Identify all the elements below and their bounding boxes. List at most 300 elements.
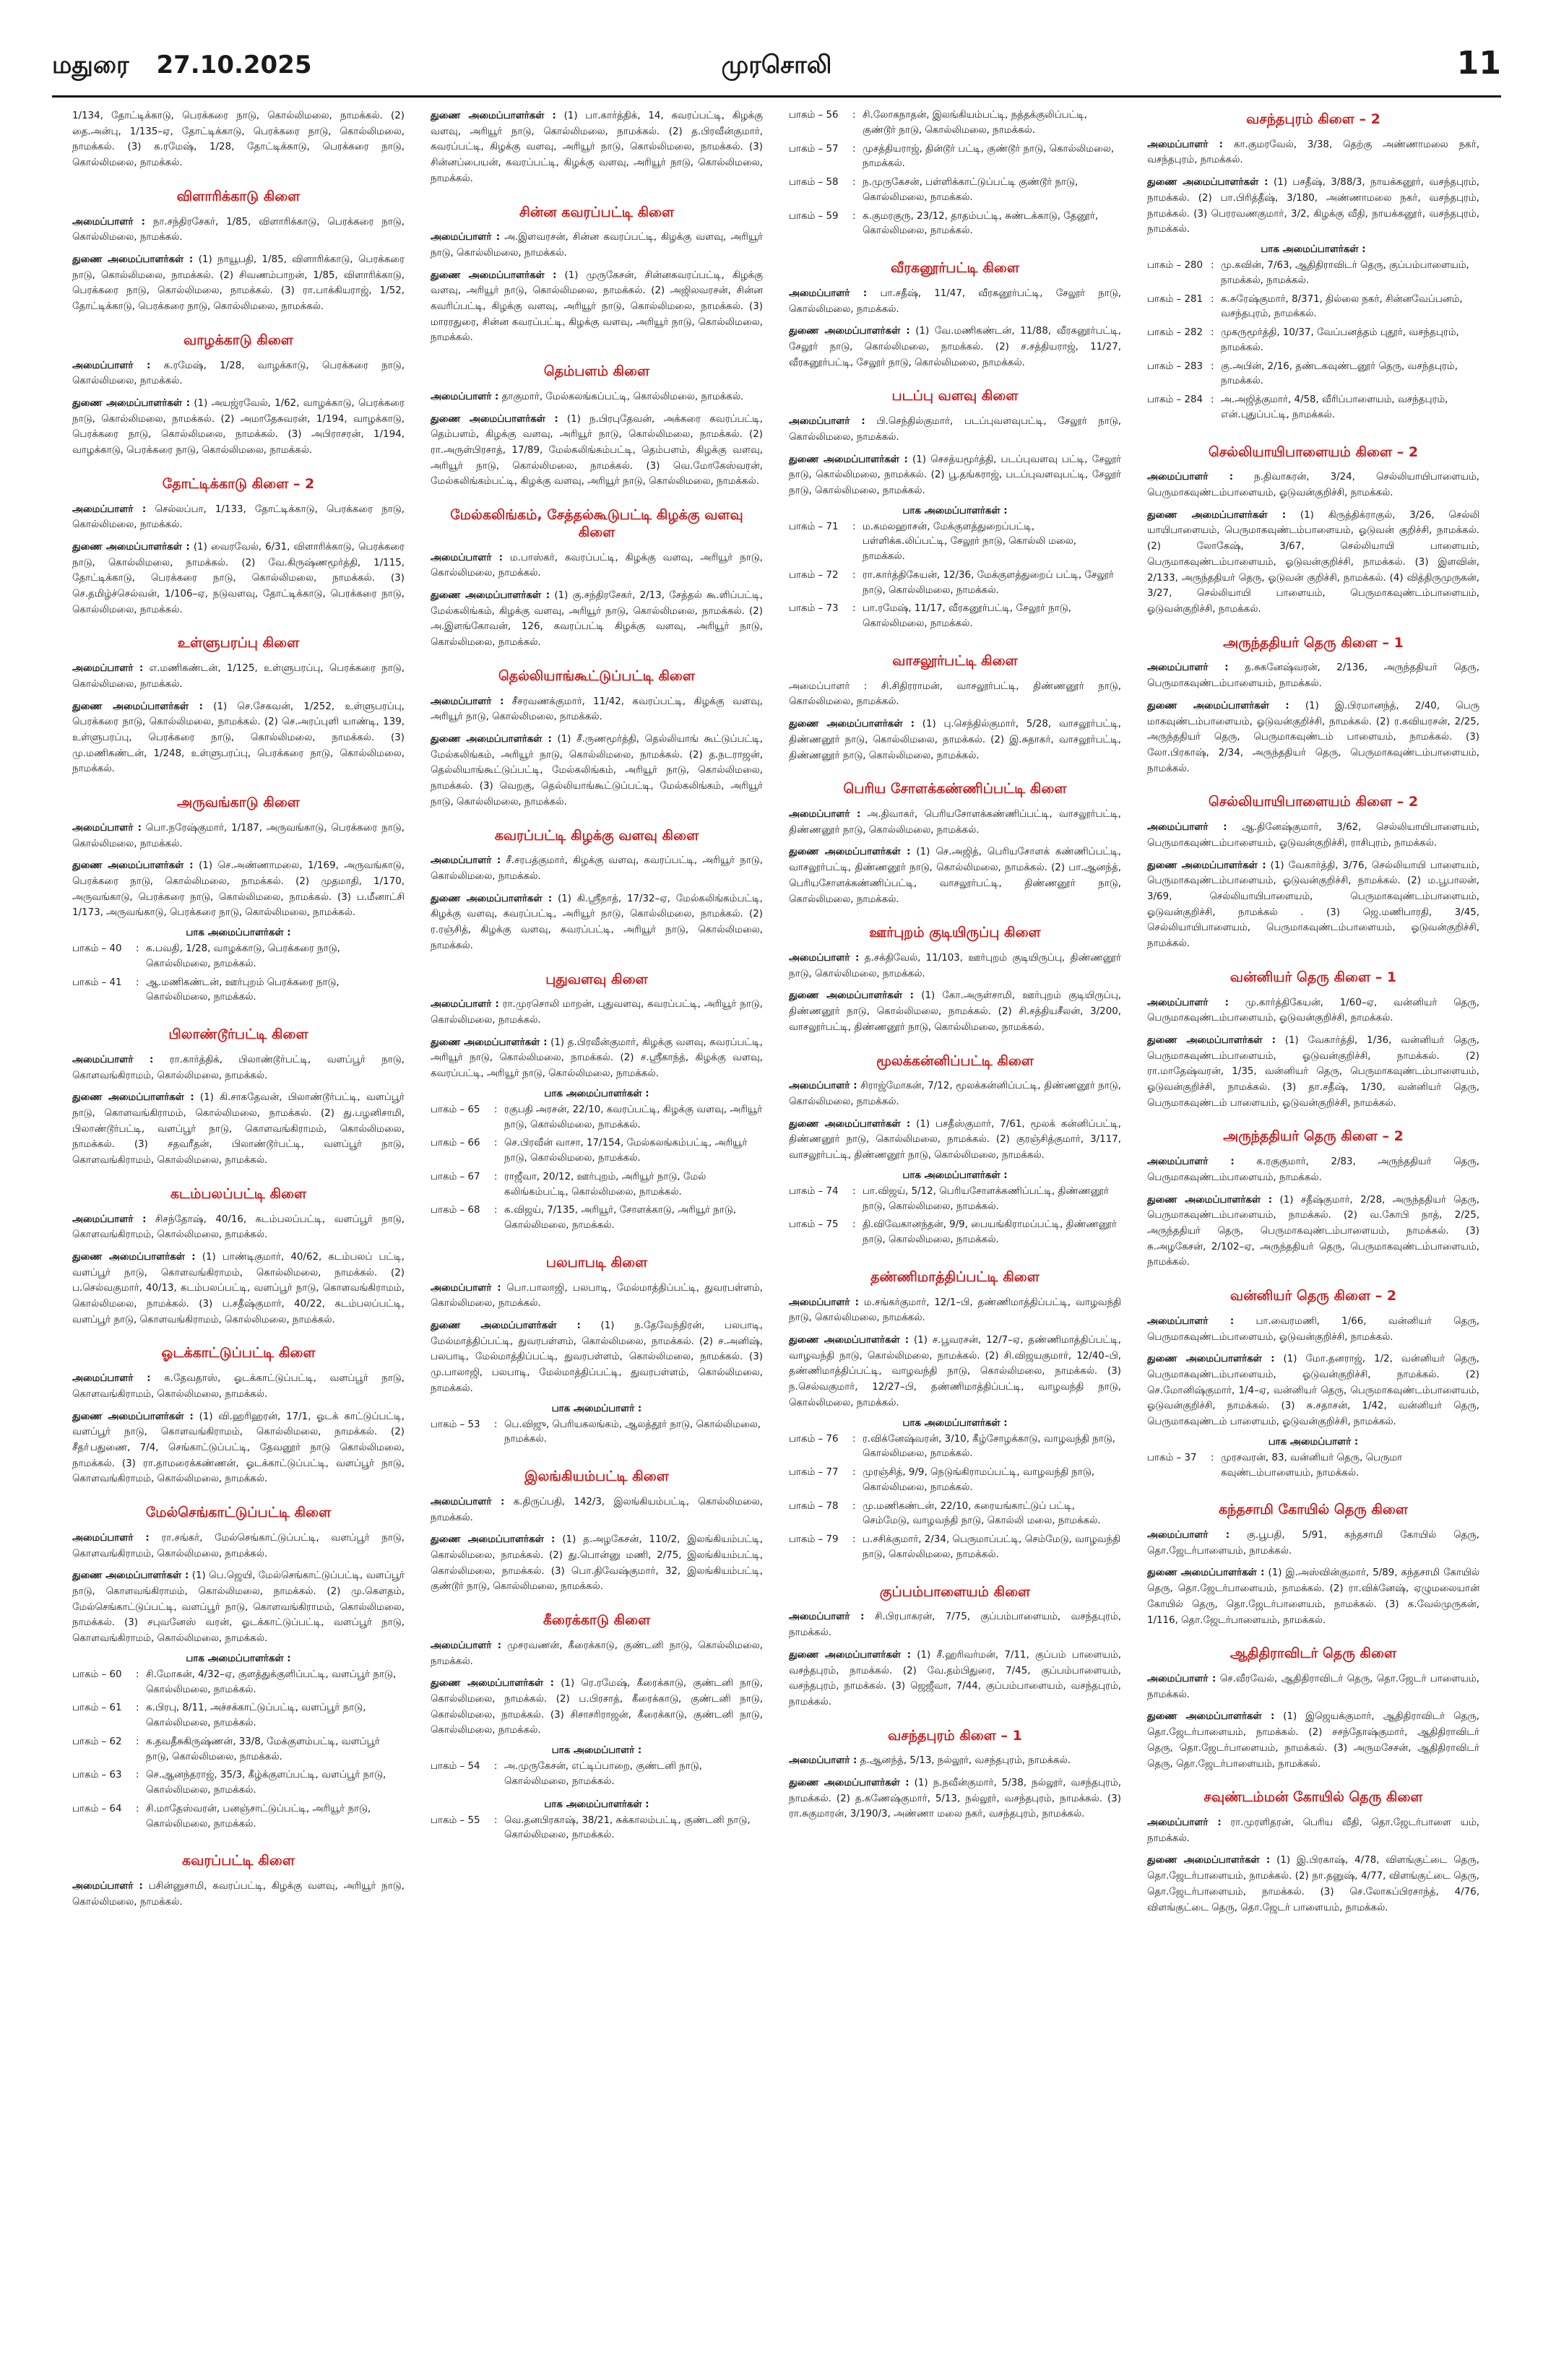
entry-paragraph	[431, 1281, 763, 1312]
masthead	[52, 45, 1501, 98]
booth-separator: :	[136, 1669, 139, 1680]
entry-paragraph	[431, 694, 763, 725]
booth-number: பாகம் – 61	[72, 1702, 122, 1714]
entry-paragraph	[789, 951, 1121, 982]
entry-paragraph	[789, 1295, 1121, 1326]
entry-paragraph	[431, 412, 763, 490]
booth-separator: :	[852, 521, 856, 532]
booth-row	[789, 1466, 1121, 1500]
booth-agent: தி.விவேகானந்தன், 9/9, பையங்கிராமப்பட்டி, திண்ணனூர் நாடு, கொல்லிமலை, நாமக்கல்.	[863, 1219, 1117, 1246]
branch-heading: சின்ன கவரப்பட்டி கிளை	[519, 204, 675, 220]
role-label: துணை அமைப்பாளர்கள் :	[789, 1649, 912, 1661]
booth-row	[72, 1668, 405, 1702]
booth-number: பாகம் – 78	[789, 1500, 839, 1512]
role-label: அமைப்பாளர் :	[1147, 139, 1224, 150]
role-label: அமைப்பாளர் :	[789, 416, 865, 428]
branch-heading: ஓடக்காட்டுப்பட்டி கிளை	[161, 1345, 316, 1362]
role-label: அமைப்பாளர் :	[1147, 997, 1229, 1008]
booth-row	[1147, 326, 1479, 360]
entry-paragraph	[789, 1648, 1121, 1710]
entry-text: (1) ச.பூவரசன், 12/7–ஏ, தண்ணிமாத்திப்பட்டி, வாழவந்தி நாடு, கொல்லிமலை, நாமக்கல். (2) சி.விஜயகுமார், 12/40–பி, தண்ணிமாத்திப்பட்டி, வாழவந்தி நாடு, கொல்லிமலை, நாமக்கல். (3) ந.செல்வகுமார், 12/27–பி, தண்ணிமாத்திப்பட்டி, வாழவந்தி நாடு, கொல்லிமலை, நாமக்கல்.	[789, 1335, 1121, 1408]
branch-heading: படப்பு வளவு கிளை	[891, 388, 1019, 404]
role-label: துணை அமைப்பாளர்கள் :	[1147, 1034, 1276, 1046]
entry-text: த.சக்திவேல், 11/103, ஊர்புறம் குடியிருப்பு, திண்ணனூர் நாடு, கொல்லிமலை, நாமக்கல்.	[789, 953, 1121, 979]
subheading: பாக அமைப்பாளர் :	[551, 1403, 642, 1414]
booth-separator: :	[1211, 259, 1214, 271]
booth-number: பாகம் – 282	[1147, 327, 1203, 339]
entry-paragraph	[431, 389, 763, 405]
branch-heading: புதுவளவு கிளை	[545, 971, 648, 987]
subheading: பாக அமைப்பாளர்கள் :	[902, 1417, 1008, 1429]
role-label: துணை அமைப்பாளர்கள் :	[789, 454, 908, 465]
entry-text: (1) செ.அண்ணாமலை, 1/169, அருவங்காடு, பெரக்கரை நாடு, கொல்லிமலை, நாமக்கல். (2) முதமாதி, 1/170, அருவங்காடு, பெரக்கரை நாடு, கொல்லிமலை, நாமக்கல். (3) ப.மீனாட்சி 1/173, அருவங்காடு, பெரக்கரை நாடு, கொல்லிமலை, நாமக்கல்.	[72, 860, 405, 919]
role-label: துணை அமைப்பாளர்கள் :	[431, 111, 556, 121]
subheading: பாக அமைப்பாளர்கள் :	[902, 505, 1008, 516]
entry-paragraph	[1147, 660, 1479, 691]
booth-separator: :	[136, 1803, 139, 1814]
entry-text: ம.சங்கர்குமார், 12/1–பி, தண்ணிமாத்திப்பட்டி, வாழவந்தி நாடு, கொல்லிமலை, நாமக்கல்.	[789, 1297, 1121, 1324]
entry-paragraph	[789, 324, 1121, 371]
booth-agent: பா.விஜய், 5/12, பெரியசோளக்கணிப்பட்டி, திண்ணனூர் நாடு, கொல்லிமலை, நாமக்கல்.	[863, 1185, 1110, 1212]
booth-separator: :	[852, 1219, 856, 1231]
booth-separator: :	[852, 1534, 856, 1546]
booth-row	[72, 1735, 405, 1769]
entry-text: சீசரவணக்குமார், 11/42, கவரப்பட்டி, கிழக்கு வளவு, அரியூர் நாடு, கொல்லிமலை, நாமக்கல்.	[431, 696, 763, 723]
entry-text: எ.மணிகண்டன், 1/125, உள்ளுபரப்பு, பெரக்கரை நாடு, கொல்லிமலை, நாமக்கல்.	[72, 663, 405, 690]
role-label: துணை அமைப்பாளர்கள் :	[1147, 509, 1287, 521]
booth-agent: ஆ.மணிகண்டன், ஊர்புறம் பெரக்கரை நாடு, கொல்லிமலை, நாமக்கல்.	[146, 977, 340, 1003]
entry-text: (1) கிருத்திக்ராகுல், 3/26, செல்லி யாயிபாளையம், பெருமாகவுண்டம்பாளையம், ஓடுவன் குறிச்சி, நாமக்கல். (2) லோகேஷ், 3/67, செல்லியாயி பாளையம், பெருமாகவுண்டம்பாளையம், ஓடுவன்குறிச்சி, நாமக்கல். (3) இளவின், 2/133, அருந்ததியர் தெரு, ஓடுவன் குறிச்சி, நாமக்கல். (4) வித்திருமுருகன், 3/27, செல்லியாயி பாளையம், பெருமாகவுண்டம்பாளையம், ஓடுவன்குறிச்சி, நாமக்கல்.	[1147, 509, 1479, 615]
role-label: அமைப்பாளர் :	[431, 232, 501, 243]
role-label: துணை அமைப்பாளர்கள் :	[72, 397, 191, 409]
booth-row	[72, 942, 405, 976]
entry-paragraph	[431, 1318, 763, 1397]
role-label: அமைப்பாளர் :	[431, 391, 499, 402]
role-label: துணை அமைப்பாளர்கள் :	[789, 719, 915, 730]
entry-text: (1) பாண்டிகுமார், 40/62, கடம்பலப் பட்டி, வளப்பூர் நாடு, கொளவங்கிராமம், கொல்லிமலை, நாமக்கல். (2) ப.செல்வகுமார், 40/13, கடம்பலப்பட்டி, வளப்பூர் நாடு, கொளவங்கிராமம், கொல்லிமலை, நாமக்கல். (3) ப.சதீஷ்குமார், 40/22, கடம்பலப்பட்டி, வளப்பூர் நாடு, கொளவங்கிராமம், கொல்லிமலை, நாமக்கல்.	[72, 1251, 405, 1325]
booth-separator: :	[1211, 394, 1214, 406]
role-label: துணை அமைப்பாளர்கள் :	[72, 1570, 189, 1582]
entry-text: த.ஆனந்த், 5/13, நல்லூர், வசந்தபுரம், நாமக்கல்.	[857, 1755, 1071, 1767]
entry-paragraph	[431, 891, 763, 954]
entry-text: ரா.முரளிதரன், பெரிய வீதி, தொ.ஜேடர்பாளை யம், நாமக்கல்.	[1147, 1817, 1479, 1844]
booth-separator: :	[494, 1761, 498, 1773]
subheading: பாக அமைப்பாளர்கள் :	[902, 1169, 1008, 1181]
role-label: துணை அமைப்பாளர்கள் :	[72, 1092, 194, 1104]
entry-paragraph	[1147, 137, 1479, 168]
entry-paragraph	[1147, 995, 1479, 1026]
role-label: அமைப்பாளர் :	[72, 216, 145, 228]
booth-agent: செ.ஆனந்தராஜ், 35/3, கீழ்க்குளப்பட்டி, வளப்பூர் நாடு, கொல்லிமலை, நாமக்கல்.	[146, 1770, 386, 1796]
booth-separator: :	[136, 1770, 139, 1781]
subheading: பாக அமைப்பாளர்கள் :	[1261, 243, 1366, 255]
entry-text: (1) இஜெயக்குமார், ஆதிதிராவிடர் தெரு, தொ.ஜேடர்பாளையம், நாமக்கல். (2) சசந்தோஷ்குமார், ஆதிதிராவிடர் தெரு, தொ.ஜேடர்பாளையம், நாமக்கல். (3) அருமசேசன், ஆதிதிராவிடர் தெரு, தொ.ஜேடர்பாளையம், நாமக்கல்.	[1147, 1711, 1479, 1770]
booth-agent: க.பிரபு, 8/11, அச்சக்காட்டுப்பட்டி, வளப்பூர் நாடு, கொல்லிமலை, நாமக்கல்.	[146, 1702, 366, 1729]
booth-list	[1147, 1451, 1479, 1485]
role-label: துணை அமைப்பாளர்கள் :	[1147, 1354, 1275, 1365]
role-label: துணை அமைப்பாளர்கள் :	[72, 254, 194, 265]
booth-number: பாகம் – 67	[431, 1171, 480, 1182]
booth-row	[1147, 360, 1479, 394]
booth-row	[72, 1768, 405, 1802]
role-label: அமைப்பாளர் :	[431, 1282, 501, 1294]
branch-heading: வீரகனூர்பட்டி கிளை	[891, 260, 1019, 277]
entry-paragraph	[1147, 1193, 1479, 1271]
role-label: அமைப்பாளர் :	[1147, 662, 1229, 674]
booth-number: பாகம் – 79	[789, 1534, 839, 1546]
subheading: பாக அமைப்பாளர் :	[551, 1745, 642, 1757]
entry-text: முசரவணன், கீரைக்காடு, குண்டனி நாடு, கொல்லிமலை, நாமக்கல்.	[431, 1640, 763, 1667]
entry-text: (1) இ.அஸ்வின்குமார், 5/89, கந்தசாமி கோயில் தெரு, தொ.ஜேடர்பாளையம், நாமக்கல். (2) ரா.விக்னேஷ், ஏழுமலையான் கோயில் தெரு, தொ.ஜேடர்பாளையம், நாமக்கல். (3) க.வேல்முருகன், 1/116, தொ.ஜேடர்பாளையம், நாமக்கல்.	[1147, 1567, 1479, 1626]
entry-text: (1) பசதீஸ்குமார், 7/61, மூலக் கன்னிப்பட்டி, திண்ணனூர் நாடு, கொல்லிமலை, நாமக்கல். (2) குரஞ்சித்குமார், 3/117, வாசலூர்பட்டி, திண்ணனூர் நாடு, கொல்லிமலை, நாமக்கல்.	[789, 1118, 1121, 1161]
role-label: அமைப்பாளர் :	[1147, 1156, 1235, 1168]
entry-paragraph	[789, 717, 1121, 763]
branch-heading: மேல்செங்காட்டுப்பட்டி கிளை	[145, 1505, 332, 1521]
booth-row	[72, 1701, 405, 1735]
booth-separator: :	[852, 1500, 856, 1512]
role-label: துணை அமைப்பாளர்கள் :	[1147, 700, 1289, 711]
booth-list	[789, 520, 1121, 636]
entry-text: க.ரமேஷ், 1/28, வாழக்காடு, பெரக்கரை நாடு, கொல்லிமலை, நாமக்கல்.	[72, 360, 405, 387]
branch-heading: பலபாபடி கிளை	[545, 1254, 648, 1271]
role-label: துணை அமைப்பாளர்கள் :	[72, 1251, 196, 1263]
booth-separator: :	[494, 1419, 498, 1430]
entry-text: (1) சீ.ருணமூர்த்தி, தெல்லியாங் கூட்டுப்பட்டி, மேல்கலிங்கம், அரியூர் நாடு, கொல்லிமலை, நாமக்கல். (2) த.நடராஜன், தெல்லியாங்கூட்டுப்பட்டி, மேல்கலிங்கம், அரியூர் நாடு, கொல்லிமலை, நாமக்கல். (3) வெறகு, தெல்லியாங்கூட்டுப்பட்டி, மேல்கலிங்கம், அரியூர் நாடு, கொல்லிமலை, நாமக்கல்.	[431, 734, 763, 808]
entry-paragraph	[789, 844, 1121, 907]
branch-heading: கந்தசாமி கோயில் தெரு கிளை	[1218, 1502, 1409, 1518]
entry-text: பி.செந்தில்குமார், படப்புவளவுபட்டி, சேலூர் நாடு, கொல்லிமலை, நாமக்கல்.	[789, 416, 1121, 443]
booth-list	[789, 1432, 1121, 1567]
booth-separator: :	[1211, 1452, 1214, 1463]
entry-text: (1) வேகார்த்தி, 3/76, செல்லியாயி பாளையம், பெருமாகவுண்டம்பாளையம், ஓடுவன்குறிச்சி, நாமக்கல். (2) ம.பூபாலன், 3/69, செல்லியாயிபாளையம், பெருமாகவுண்டம்பாளையம், ஓடுவன்குறிச்சி, நாமக்கல் . (3) ஜெ.மணிபாரதி, 3/45, செல்லியாயிபாளையம், பெருமாகவுண்டம்பாளையம், ஓடுவன்குறிச்சி, நாமக்கல்.	[1147, 860, 1479, 950]
entry-text: (1) வி.ஹரிஹரன், 17/1, ஓடக் காட்டுப்பட்டி, வளப்பூர் நாடு, கொளவங்கிராமம், கொல்லிமலை, நாமக்கல். (2) சீதா்பதுணை, 7/4, செங்காட்டுப்பட்டி, தேவனூர் நாடு கொல்லிமலை, நாமக்கல். (3) ரா.தாமரைக்கண்ணன், ஓடக்காட்டுப்பட்டி, வளப்பூர் நாடு, கொளவங்கிராமம், கொல்லிமலை, நாமக்கல்.	[72, 1411, 405, 1485]
role-label: துணை அமைப்பாளர்கள் :	[431, 1320, 581, 1332]
booth-number: பாகம் – 56	[789, 110, 839, 121]
role-label: அமைப்பாளர் :	[789, 1611, 865, 1623]
entry-paragraph	[72, 108, 405, 171]
role-label: துணை அமைப்பாளர்கள் :	[789, 847, 911, 858]
role-label: அமைப்பாளர் :	[431, 696, 504, 707]
role-label: துணை அமைப்பாளர்கள் :	[431, 413, 558, 425]
entry-paragraph	[72, 1212, 405, 1243]
role-label: துணை அமைப்பாளர்கள் :	[72, 1411, 194, 1422]
entry-paragraph	[789, 1775, 1121, 1822]
entry-paragraph	[72, 821, 405, 852]
booth-number: பாகம் – 37	[1147, 1452, 1197, 1463]
entry-paragraph	[431, 732, 763, 810]
issue-date: 27.10.2025	[156, 51, 312, 79]
booth-row	[1147, 393, 1479, 427]
entry-paragraph	[1147, 508, 1479, 618]
role-label: அமைப்பாளர் :	[431, 1496, 505, 1507]
booth-number: பாகம் – 65	[431, 1104, 480, 1115]
role-label: துணை அமைப்பாளர்கள் :	[1147, 860, 1266, 871]
entry-text: (1) கோ.அருள்சாமி, ஊர்புறம் குடியிருப்பு, திண்ணனூர் நாடு, கொல்லிமலை, நாமக்கல். (2) சி.சத்தியசீலன், 3/200, வாசலூர்பட்டி, திண்ணனூர் நாடு, கொல்லிமலை, நாமக்கல்.	[789, 990, 1121, 1033]
booth-separator: :	[852, 1185, 856, 1197]
entry-text: கு.பூபதி, 5/91, கந்தசாமி கோயில் தெரு, தொ.ஜேடர்பாளையம், நாமக்கல்.	[1147, 1530, 1479, 1557]
branch-heading: மூலக்கன்னிப்பட்டி கிளை	[876, 1052, 1034, 1069]
branch-heading: அருவங்காடு கிளை	[177, 795, 300, 811]
booth-number: பாகம் – 64	[72, 1803, 122, 1814]
booth-agent: அ.முருகேசன், எட்டிப்பாறை, குண்டனி நாடு, கொல்லிமலை, நாமக்கல்.	[504, 1761, 702, 1787]
booth-number: பாகம் – 73	[789, 603, 839, 615]
branch-heading: தெம்பளம் கிளை	[543, 363, 650, 380]
role-label: துணை அமைப்பாளர்கள் :	[789, 326, 910, 337]
entry-paragraph	[789, 679, 1121, 710]
entry-text: (1) சதீஷ்குமார், 2/28, அருந்ததியர் தெரு, பெருமாகவுண்டம்பாளையம், நாமக்கல். (2) வ.கோபி நாத், 2/25, அருந்ததியர் தெரு, பெருமாகவுண்டம்பாளையம், நாமக்கல். (3) சு.அழகேசன், 2/102–ஏ, அருந்ததியர் தெரு, பெருமாகவுண்டம்பாளையம், நாமக்கல்.	[1147, 1194, 1479, 1268]
booth-separator: :	[136, 1702, 139, 1714]
booth-row	[431, 1203, 763, 1237]
entry-paragraph	[72, 252, 405, 315]
entry-text: ஆ.தினேஷ்குமார், 3/62, செல்லியாயிபாளையம், பெருமாகவுண்டம்பாளையம், ஓடுவன்குறிச்சி, ராசிபுரம், நாமக்கல்.	[1147, 822, 1479, 849]
column-2	[431, 108, 763, 2362]
booth-row	[789, 520, 1121, 568]
entry-text: செல்லப்பா, 1/133, தோட்டிக்காடு, பெரக்கரை நாடு, கொல்லிமலை, நாமக்கல்.	[72, 503, 405, 531]
booth-number: பாகம் – 283	[1147, 360, 1203, 372]
role-label: அமைப்பாளர் :	[431, 855, 501, 867]
entry-paragraph	[431, 550, 763, 581]
booth-row	[789, 176, 1121, 209]
entry-text: (1) இ.பிரகாஷ், 4/78, விளங்குட்டை தெரு, தொ.ஜேடர்பாளையம், நாமக்கல். (2) நா.தனுஷ், 4/77, விளங்குட்டை தெரு, தொ.ஜேடர்பாளையம், நாமக்கல். (3) செ.லோகப்பிரசாந்த், 4/76, விளங்குட்டை தெரு, தொ.ஜேடர் பாளையம், நாமக்கல்.	[1147, 1855, 1479, 1913]
booth-list	[72, 1668, 405, 1836]
subheading: பாக அமைப்பாளர் :	[1268, 1436, 1359, 1448]
booth-row	[431, 1418, 763, 1452]
entry-paragraph	[789, 807, 1121, 838]
entry-text: (1) சீ.ஹரிவர்மன், 7/11, குப்பம் பாளையம், வசந்தபுரம், நாமக்கல். (2) வே.தம்பிதுரை, 7/45, குப்பம்பாளையம், வசந்தபுரம், நாமக்கல். (3) ஜெஜீவா, 7/44, குப்பம்பாளையம், வசந்தபுரம், நாமக்கல்.	[789, 1649, 1121, 1708]
entry-text: (1) பசதீஷ், 3/88/3, நாயக்கனூர், வசந்தபுரம், நாமக்கல். (2) பா.பிரித்தீஷ், 3/180, அண்ணாமலை நகர், வசந்தபுரம், நாமக்கல். (3) பெரரவணகுமார், 3/2, கிழக்கு வீதி, நாயக்கனூர், வசந்தபுரம், நாமக்கல்.	[1147, 177, 1479, 235]
branch-heading: ஆதிதிராவிடர் தெரு கிளை	[1229, 1645, 1397, 1662]
booth-agent: ர.விக்னேஷ்வரன், 3/10, கீழ்சோழக்காடு, வாழவந்தி நாடு, கொல்லிமலை, நாமக்கல்.	[863, 1433, 1115, 1460]
role-label: அமைப்பாளர் :	[789, 1297, 859, 1308]
booth-separator: :	[1211, 293, 1214, 305]
role-label: அமைப்பாளர் :	[789, 1081, 857, 1092]
booth-row	[789, 1533, 1121, 1567]
entry-text: (1) த.பிரவீன்குமார், கிழக்கு வளவு, கவரப்பட்டி, அரியூர் நாடு, கொல்லிமலை, நாமக்கல். (2) ச.ஸ்ரீகாந்த், கிழக்கு வளவு, கவரப்பட்டி, அரியூர் நாடு, கொல்லிமலை, நாமக்கல்.	[431, 1037, 763, 1080]
booth-separator: :	[494, 1205, 498, 1216]
role-label: அமைப்பாளர் :	[1147, 1674, 1216, 1685]
entry-paragraph	[789, 1609, 1121, 1640]
role-label: அமைப்பாளர் :	[72, 1881, 143, 1892]
booth-number: பாகம் – 284	[1147, 394, 1203, 406]
booth-row	[72, 1802, 405, 1836]
role-label: துணை அமைப்பாளர்கள் :	[1147, 1194, 1273, 1206]
entry-paragraph	[72, 1409, 405, 1488]
booth-row	[1147, 259, 1479, 293]
booth-list	[431, 1814, 763, 1848]
entry-paragraph	[789, 286, 1121, 317]
booth-number: பாகம் – 280	[1147, 259, 1203, 271]
entry-paragraph	[431, 588, 763, 651]
role-label: துணை அமைப்பாளர்கள் :	[1147, 1567, 1265, 1579]
booth-row	[789, 209, 1121, 243]
booth-row	[789, 1432, 1121, 1466]
booth-agent: முகருமூர்த்தி, 10/37, வேப்பனத்தம் புதூர், வசந்தபுரம், நாமக்கல்.	[1221, 327, 1459, 353]
entry-text: மு.கார்த்திகேயன், 1/60–ஏ, வன்னியர் தெரு, பெருமாகவுண்டம்பாளையம், ஓடுவன்குறிச்சி, நாமக்கல்.	[1147, 997, 1479, 1024]
role-label: அமைப்பாளர் :	[1147, 1817, 1222, 1828]
entry-text: அமைப்பாளர் : சி.சிதிரராமன், வாசலூர்பட்டி, திண்ணனூர் நாடு, கொல்லிமலை, நாமக்கல்.	[789, 680, 1121, 708]
entry-text: சிராஜ்மோகன், 7/12, மூலக்கன்னிப்பட்டி, திண்ணனூர் நாடு, கொல்லிமலை, நாமக்கல்.	[789, 1081, 1121, 1107]
entry-paragraph	[1147, 698, 1479, 777]
branch-heading: வசந்தபுரம் கிளை – 2	[1246, 111, 1380, 127]
entry-text: (1) ந.தேவேந்திரன், பலபாடி, மேல்மாத்திப்பட்டி, துவரபள்ளம், கொல்லிமலை, நாமக்கல். (2) ச.அனிஷ், பலபாடி, மேல்மாத்திப்பட்டி, துவரபள்ளம், கொல்லிமலை, நாமக்கல். (3) மு.பாலாஜி, பலபாடி, மேல்மாத்திப்பட்டி, துவரபள்ளம், கொல்லிமலை, நாமக்கல்.	[431, 1320, 763, 1394]
role-label: அமைப்பாளர் :	[72, 1373, 151, 1385]
booth-number: பாகம் – 76	[789, 1433, 839, 1445]
entry-paragraph	[431, 1638, 763, 1669]
branch-heading: வாசலூர்பட்டி கிளை	[892, 653, 1018, 670]
entry-text: பசின்னுசாமி, கவரப்பட்டி, கிழக்கு வளவு, அரியூர் நாடு, கொல்லிமலை, நாமக்கல்.	[72, 1881, 405, 1908]
role-label: துணை அமைப்பாளர்கள் :	[1147, 1855, 1271, 1866]
role-label: அமைப்பாளர் :	[72, 1213, 147, 1225]
role-label: அமைப்பாளர் :	[789, 287, 868, 299]
role-label: அமைப்பாளர் :	[789, 1755, 857, 1767]
entry-paragraph	[72, 502, 405, 533]
branch-heading: கீரைக்காடு கிளை	[543, 1612, 651, 1629]
entry-paragraph	[72, 215, 405, 246]
entry-paragraph	[789, 452, 1121, 499]
entry-text: த.சுகனேஷ்வரன், 2/136, அருந்ததியர் தெரு, பெருமாகவுண்டம்பாளையம், நாமக்கல்.	[1147, 662, 1479, 690]
entry-text: (1) வேகார்த்தி, 1/36, வன்னியர் தெரு, பெருமாகவுண்டம்பாளையம், ஓடுவன்குறிச்சி, நாமக்கல். (2) ரா.மாதேஷ்வரன், 1/35, வன்னியர் தெரு, பெருமாகவுண்டம்பாளையம், ஓடுவன்குறிச்சி, நாமக்கல். (3) தா.சதீஷ், 1/30, வன்னியர் தெரு, பெருமாகவுண்டம் பாளையம், ஓடுவன்குறிச்சி, நாமக்கல்.	[1147, 1034, 1479, 1109]
entry-text: (1) இ.பிரமானந்த், 2/40, பெரு மாகவுண்டம்பாளையம், ஓடுவன்குறிச்சி, நாமக்கல். (2) ர.கவியரசன், 2/25, அருந்ததியர் தெரு, பெருமாகவுண்டம் பாளையம், நாமக்கல். (3) லோ.பிரகாஷ், 2/34, அருந்ததியர் தெரு, பெருமாகவுண்டம்பாளையம், நாமக்கல்.	[1147, 700, 1479, 774]
entry-text: ந.திவாகரன், 3/24, செல்லியாயிபாளையம், பெருமாகவுண்டம்பாளையம், ஓடுவன்குறிச்சி, நாமக்கல்.	[1147, 472, 1479, 499]
entry-paragraph	[1147, 1351, 1479, 1430]
branch-heading: விளாரிக்காடு கிளை	[176, 188, 301, 204]
role-label: துணை அமைப்பாளர்கள் :	[72, 860, 194, 872]
entry-text: (1) கு.சந்திரசேகர், 2/13, சேத்தல் கூ.ளிப்பட்டி, மேல்கலிங்கம், கிழக்கு வளவு, அரியூர் நாடு, கொல்லிமலை, நாமக்கல். (2) அ.இளங்கோவன், 126, கவரப்பட்டி கிழக்கு வளவு, அரியூர் நாடு, கொல்லிமலை, நாமக்கல்.	[431, 590, 763, 649]
booth-separator: :	[852, 569, 856, 581]
branch-heading: செல்லியாயிபாளையம் கிளை – 2	[1208, 443, 1419, 460]
entry-paragraph	[431, 1532, 763, 1595]
entry-paragraph	[72, 858, 405, 921]
booth-number: பாகம் – 40	[72, 943, 122, 955]
branch-heading: வசந்தபுரம் கிளை – 1	[888, 1727, 1022, 1744]
entry-text: (1) ரெ.ரமேஷ், கீரைக்காடு, குண்டனி நாடு, கொல்லிமலை, நாமக்கல். (2) ப.பிரசாத், கீரைக்காடு, குண்டனி நாடு, கொல்லிமலை, நாமக்கல். (3) சிசாசரிராஜன், கீரைக்காடு, குண்டனி நாடு, கொல்லிமலை, நாமக்கல்.	[431, 1678, 763, 1736]
entry-paragraph	[72, 661, 405, 692]
booth-number: பாகம் – 62	[72, 1736, 122, 1747]
booth-agent: முரஞ்சித், 9/9, நெடுங்கிராமப்பட்டி, வாழவந்தி நாடு, கொல்லிமலை, நாமக்கல்.	[863, 1467, 1095, 1493]
role-label: துணை அமைப்பாளர்கள் :	[431, 1037, 548, 1048]
booth-agent: ந.முருகேசன், பள்ளிக்காட்டுப்பட்டி குண்டூர் நாடு, கொல்லிமலை, நாமக்கல்.	[863, 177, 1079, 203]
entry-text: சிசந்தோஷ், 40/16, கடம்பலப்பட்டி, வளப்பூர் நாடு, கொளவங்கிராமம், கொல்லிமலை, நாமக்கல்.	[72, 1213, 405, 1241]
role-label: அமைப்பாளர் :	[72, 1054, 154, 1065]
entry-text: ம.பாஸ்கர், கவரப்பட்டி, கிழக்கு வளவு, அரியூர் நாடு, கொல்லிமலை, நாமக்கல்.	[431, 552, 763, 579]
entry-text: பா.வைரமணி, 1/66, வன்னியர் தெரு, பெருமாகவுண்டம்பாளையம், ஓடுவன்குறிச்சி, நாமக்கல்.	[1147, 1315, 1479, 1343]
booth-row	[789, 108, 1121, 142]
role-label: துணை அமைப்பாளர்கள் :	[72, 541, 190, 553]
booth-row	[789, 568, 1121, 602]
booth-separator: :	[852, 603, 856, 615]
booth-list	[789, 108, 1121, 243]
entry-paragraph	[431, 268, 763, 347]
branch-heading: அருந்ததியர் தெரு கிளை – 1	[1223, 634, 1404, 651]
entry-paragraph	[72, 1531, 405, 1562]
booth-number: பாகம் – 281	[1147, 293, 1203, 305]
booth-number: பாகம் – 59	[789, 210, 839, 222]
branch-heading: தண்ணிமாத்திப்பட்டி கிளை	[870, 1268, 1040, 1285]
role-label: துணை அமைப்பாளர்கள் :	[789, 990, 914, 1002]
role-label: அமைப்பாளர் :	[1147, 1530, 1230, 1541]
booth-row	[72, 976, 405, 1010]
booth-number: பாகம் – 63	[72, 1770, 122, 1781]
branch-heading: மேல்கலிங்கம், சேத்தல்கூடுபட்டி கிழக்கு வளவு கிளை	[450, 507, 743, 540]
entry-text: பா.சதீஷ், 11/47, வீரகனூர்பட்டி, சேலூர் நாடு, கொல்லிமலை, நாமக்கல்.	[789, 287, 1121, 315]
booth-row	[1147, 1451, 1479, 1485]
entry-paragraph	[431, 1494, 763, 1526]
booth-agent: அ.அஜித்குமார், 4/58, வீரிப்பாளையம், வசந்தபுரம், என்.புதுப்பட்டி, நாமக்கல்.	[1221, 394, 1448, 420]
entry-paragraph	[72, 358, 405, 389]
role-label: துணை அமைப்பாளர்கள் :	[431, 590, 550, 602]
booth-separator: :	[852, 143, 856, 155]
branch-heading: வன்னியர் தெரு கிளை – 2	[1229, 1288, 1397, 1304]
booth-separator: :	[852, 177, 856, 189]
booth-agent: க.சுரேஷ்குமார், 8/371, தில்லை நகர், சின்னவேப்பனம், வசந்தபுரம், நாமக்கல்.	[1221, 293, 1463, 320]
role-label: அமைப்பாளர் :	[72, 663, 144, 675]
branch-heading: குப்பம்பாளையம் கிளை	[879, 1583, 1031, 1600]
role-label: துணை அமைப்பாளர்கள் :	[789, 1778, 909, 1789]
booth-number: பாகம் – 58	[789, 177, 839, 189]
entry-paragraph	[431, 853, 763, 884]
entry-paragraph	[1147, 1853, 1479, 1916]
entry-text: (1) வே.மணிகண்டன், 11/88, வீரகனூர்பட்டி, சேலூர் நாடு, கொல்லிமலை, நாமக்கல். (2) ச.சத்தியராஜ், 11/27, வீரகனூர்பட்டி, சேலூர் நாடு, கொல்லிமலை, நாமக்கல்.	[789, 326, 1121, 368]
entry-text: (1) பு.செந்தில்குமார், 5/28, வாசலூர்பட்டி, திண்ணனூர் நாடு, கொல்லிமலை, நாமக்கல். (2) இ.சுதாகர், வாசலூர்பட்டி, திண்ணனூர் நாடு, கொல்லிமலை, நாமக்கல்.	[789, 719, 1121, 761]
subheading: பாக அமைப்பாளர்கள் :	[544, 1799, 649, 1810]
booth-separator: :	[852, 110, 856, 121]
entry-paragraph	[789, 1333, 1121, 1411]
booth-separator: :	[494, 1138, 498, 1149]
entry-paragraph	[1147, 175, 1479, 238]
entry-text: க.ரகுகுமார், 2/83, அருந்ததியர் தெரு, பெருமாகவுண்டம்பாளையம், நாமக்கல்.	[1147, 1156, 1479, 1183]
role-label: துணை அமைப்பாளர்கள் :	[431, 1678, 554, 1689]
entry-text: ரா.கார்த்திக், பிலாண்டூர்பட்டி, வளப்பூர் நாடு, கொளவங்கிராமம், கொல்லிமலை, நாமக்கல்.	[72, 1054, 405, 1081]
entry-paragraph	[1147, 1709, 1479, 1772]
entry-text: ரா.சங்கர், மேல்செங்காட்டுப்பட்டி, வளப்பூர் நாடு, கொளவங்கிராமம், கொல்லிமலை, நாமக்கல்.	[72, 1532, 405, 1559]
booth-agent: க.தவதீசுகிருஷ்ணன், 33/8, மேக்குளம்பட்டி, வளப்பூர் நாடு, கொல்லிமலை, நாமக்கல்.	[146, 1736, 380, 1762]
booth-agent: பெ.விஜு, பெரியகலங்கம், ஆலத்தூர் நாடு, கொல்லிமலை, நாமக்கல்.	[504, 1419, 761, 1445]
role-label: அமைப்பாளர் :	[1147, 822, 1227, 834]
entry-paragraph	[1147, 858, 1479, 952]
booth-number: பாகம் – 66	[431, 1138, 480, 1149]
subheading: பாக அமைப்பாளர்கள் :	[544, 1088, 649, 1099]
booth-number: பாகம் – 74	[789, 1185, 839, 1197]
branch-heading: அருந்ததியர் தெரு கிளை – 2	[1223, 1128, 1404, 1145]
entry-text: அ.திவாகர், பெரியசோளக்கண்ணிப்பட்டி, வாசலூர்பட்டி, திண்ணனூர் நாடு, கொல்லிமலை, நாமக்கல்.	[789, 809, 1121, 836]
edition-city: மதுரை	[52, 51, 129, 79]
booth-separator: :	[852, 210, 856, 222]
entry-paragraph	[431, 108, 763, 187]
booth-list	[431, 1103, 763, 1237]
booth-agent: சி.லோகநாதன், இலங்கியம்பட்டி, நத்தக்குலிப்பட்டி, குண்டூர் நாடு, கொல்லிமலை, நாமக்கல்.	[863, 110, 1088, 136]
booth-separator: :	[494, 1814, 498, 1826]
branch-heading: கடம்பலப்பட்டி கிளை	[170, 1185, 307, 1202]
entry-paragraph	[789, 1753, 1121, 1769]
entry-paragraph	[72, 1052, 405, 1083]
entry-paragraph	[431, 1035, 763, 1082]
branch-heading: வாழக்காடு கிளை	[183, 332, 293, 348]
entry-text: (1) த.அழகேசன், 110/2, இலங்கியம்பட்டி, கொல்லிமலை, நாமக்கல். (2) து.பொன்னு மணி, 2/75, இலங்கியம்பட்டி, கொல்லிமலை, நாமக்கல். (3) பொ.திவேஷ்குமார், 32, இலங்கியம்பட்டி, குண்டூர் நாடு, கொல்லிமலை, நாமக்கல்.	[431, 1534, 763, 1593]
entry-paragraph	[431, 997, 763, 1028]
role-label: துணை அமைப்பாளர்கள் :	[431, 269, 557, 281]
entry-paragraph	[1147, 1815, 1479, 1846]
branch-heading: கவரப்பட்டி கிழக்கு வளவு கிளை	[494, 827, 699, 844]
booth-agent: க.விஜய், 7/135, அரியூர், சோளக்காடு, அரியூர் நாடு, கொல்லிமலை, நாமக்கல்.	[504, 1205, 737, 1232]
role-label: அமைப்பாளர் :	[431, 1640, 502, 1651]
booth-agent: முசத்தியராஜ், தின்டூர் பட்டி, குண்டூர் நாடு, கொல்லிமலை, நாமக்கல்.	[863, 143, 1115, 170]
entry-paragraph	[1147, 1671, 1479, 1702]
branch-heading: வன்னியர் தெரு கிளை – 1	[1229, 969, 1397, 985]
branch-heading: ஊர்புறம் குடியிருப்பு கிளை	[869, 925, 1041, 941]
entry-text: (1) கி.ஸ்ரீநாத், 17/32–ஏ, மேல்கலிங்கம்பட்டி, கிழக்கு வளவு, கவரப்பட்டி, அரியூர் நாடு, கொல்லிமலை, நாமக்கல். (2) ர.ரஞ்சித், கிழக்கு வளவு, கவரப்பட்டி, அரியூர் நாடு, கொல்லிமலை, நாமக்கல்.	[431, 893, 763, 951]
entry-text: (1) செசத்யமூர்த்தி, படப்புவளவு பட்டி, சேலூர் நாடு, கொல்லிமலை, நாமக்கல். (2) பூ.தங்கராஜ், படப்புவளவுபட்டி, சேலூர் நாடு, கொல்லிமலை, நாமக்கல்.	[789, 454, 1121, 496]
entry-paragraph	[1147, 1154, 1479, 1185]
